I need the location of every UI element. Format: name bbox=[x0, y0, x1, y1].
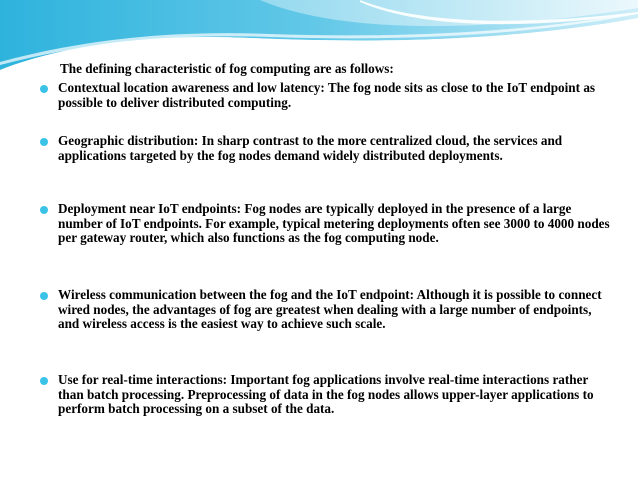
bullet-dot-icon bbox=[40, 206, 48, 214]
bullet-dot-icon bbox=[40, 138, 48, 146]
bullet-dot-icon bbox=[40, 377, 48, 385]
bullet-text: Wireless communication between the fog and the IoT endpoint: Although it is possible to connect wired nodes, the advantages of fog are greatest when dealing with a large number of endpoints, and wireless access is the easiest way to achieve such scale. bbox=[58, 287, 602, 332]
bullet-dot-icon bbox=[40, 85, 48, 93]
intro-text: The defining characteristic of fog computing are as follows: bbox=[60, 61, 394, 76]
bullet-dot-icon bbox=[40, 292, 48, 300]
bullet-text: Contextual location awareness and low latency: The fog node sits as close to the IoT endpoint as possible to deliver distributed computing. bbox=[58, 80, 596, 110]
bullet-text: Use for real-time interactions: Important fog applications involve real-time interactions rather than batch processing. Preprocessing of data in the fog nodes allows upper-layer applications to perform batch processing on a subset of the data. bbox=[58, 372, 594, 417]
bullet-text: Geographic distribution: In sharp contrast to the more centralized cloud, the services and applications targeted by the fog nodes demand widely distributed deployments. bbox=[58, 133, 563, 163]
bullet-text: Deployment near IoT endpoints: Fog nodes are typically deployed in the presence of a large number of IoT endpoints. For example, typical metering deployments often see 3000 to 4000 nodes per gateway router, which also functions as the fog computing node. bbox=[58, 201, 610, 246]
